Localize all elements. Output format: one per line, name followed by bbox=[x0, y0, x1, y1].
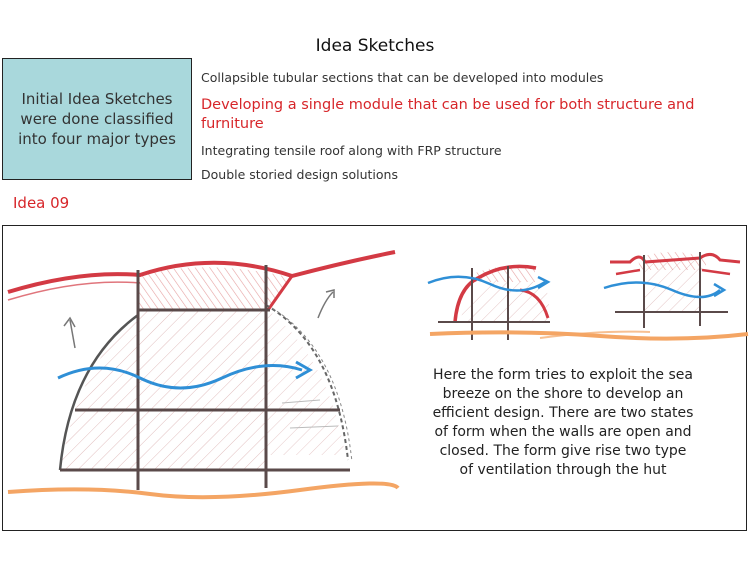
idea-type-item-highlighted: Developing a single module that can be used for both structure and furniture bbox=[201, 97, 695, 132]
idea-type-item: Collapsible tubular sections that can be developed into modules bbox=[201, 70, 604, 85]
ground-line bbox=[8, 483, 398, 497]
summary-text: Initial Idea Sketches were done classified into four major types bbox=[18, 90, 176, 148]
closed-state-sketch bbox=[428, 266, 550, 340]
page-title: Idea Sketches bbox=[315, 36, 435, 56]
design-description: Here the form tries to exploit the sea breeze on the shore to develop an efficient design. There are two states of form when the walls are open and closed. The form give rise two type of ventilation through the hut bbox=[432, 367, 694, 478]
idea-type-item: Integrating tensile roof along with FRP structure bbox=[201, 143, 502, 158]
idea-label: Idea 09 bbox=[13, 194, 70, 212]
main-hut-sketch bbox=[8, 252, 398, 497]
open-state-sketch bbox=[604, 252, 740, 328]
idea-type-item: Double storied design solutions bbox=[201, 167, 398, 182]
